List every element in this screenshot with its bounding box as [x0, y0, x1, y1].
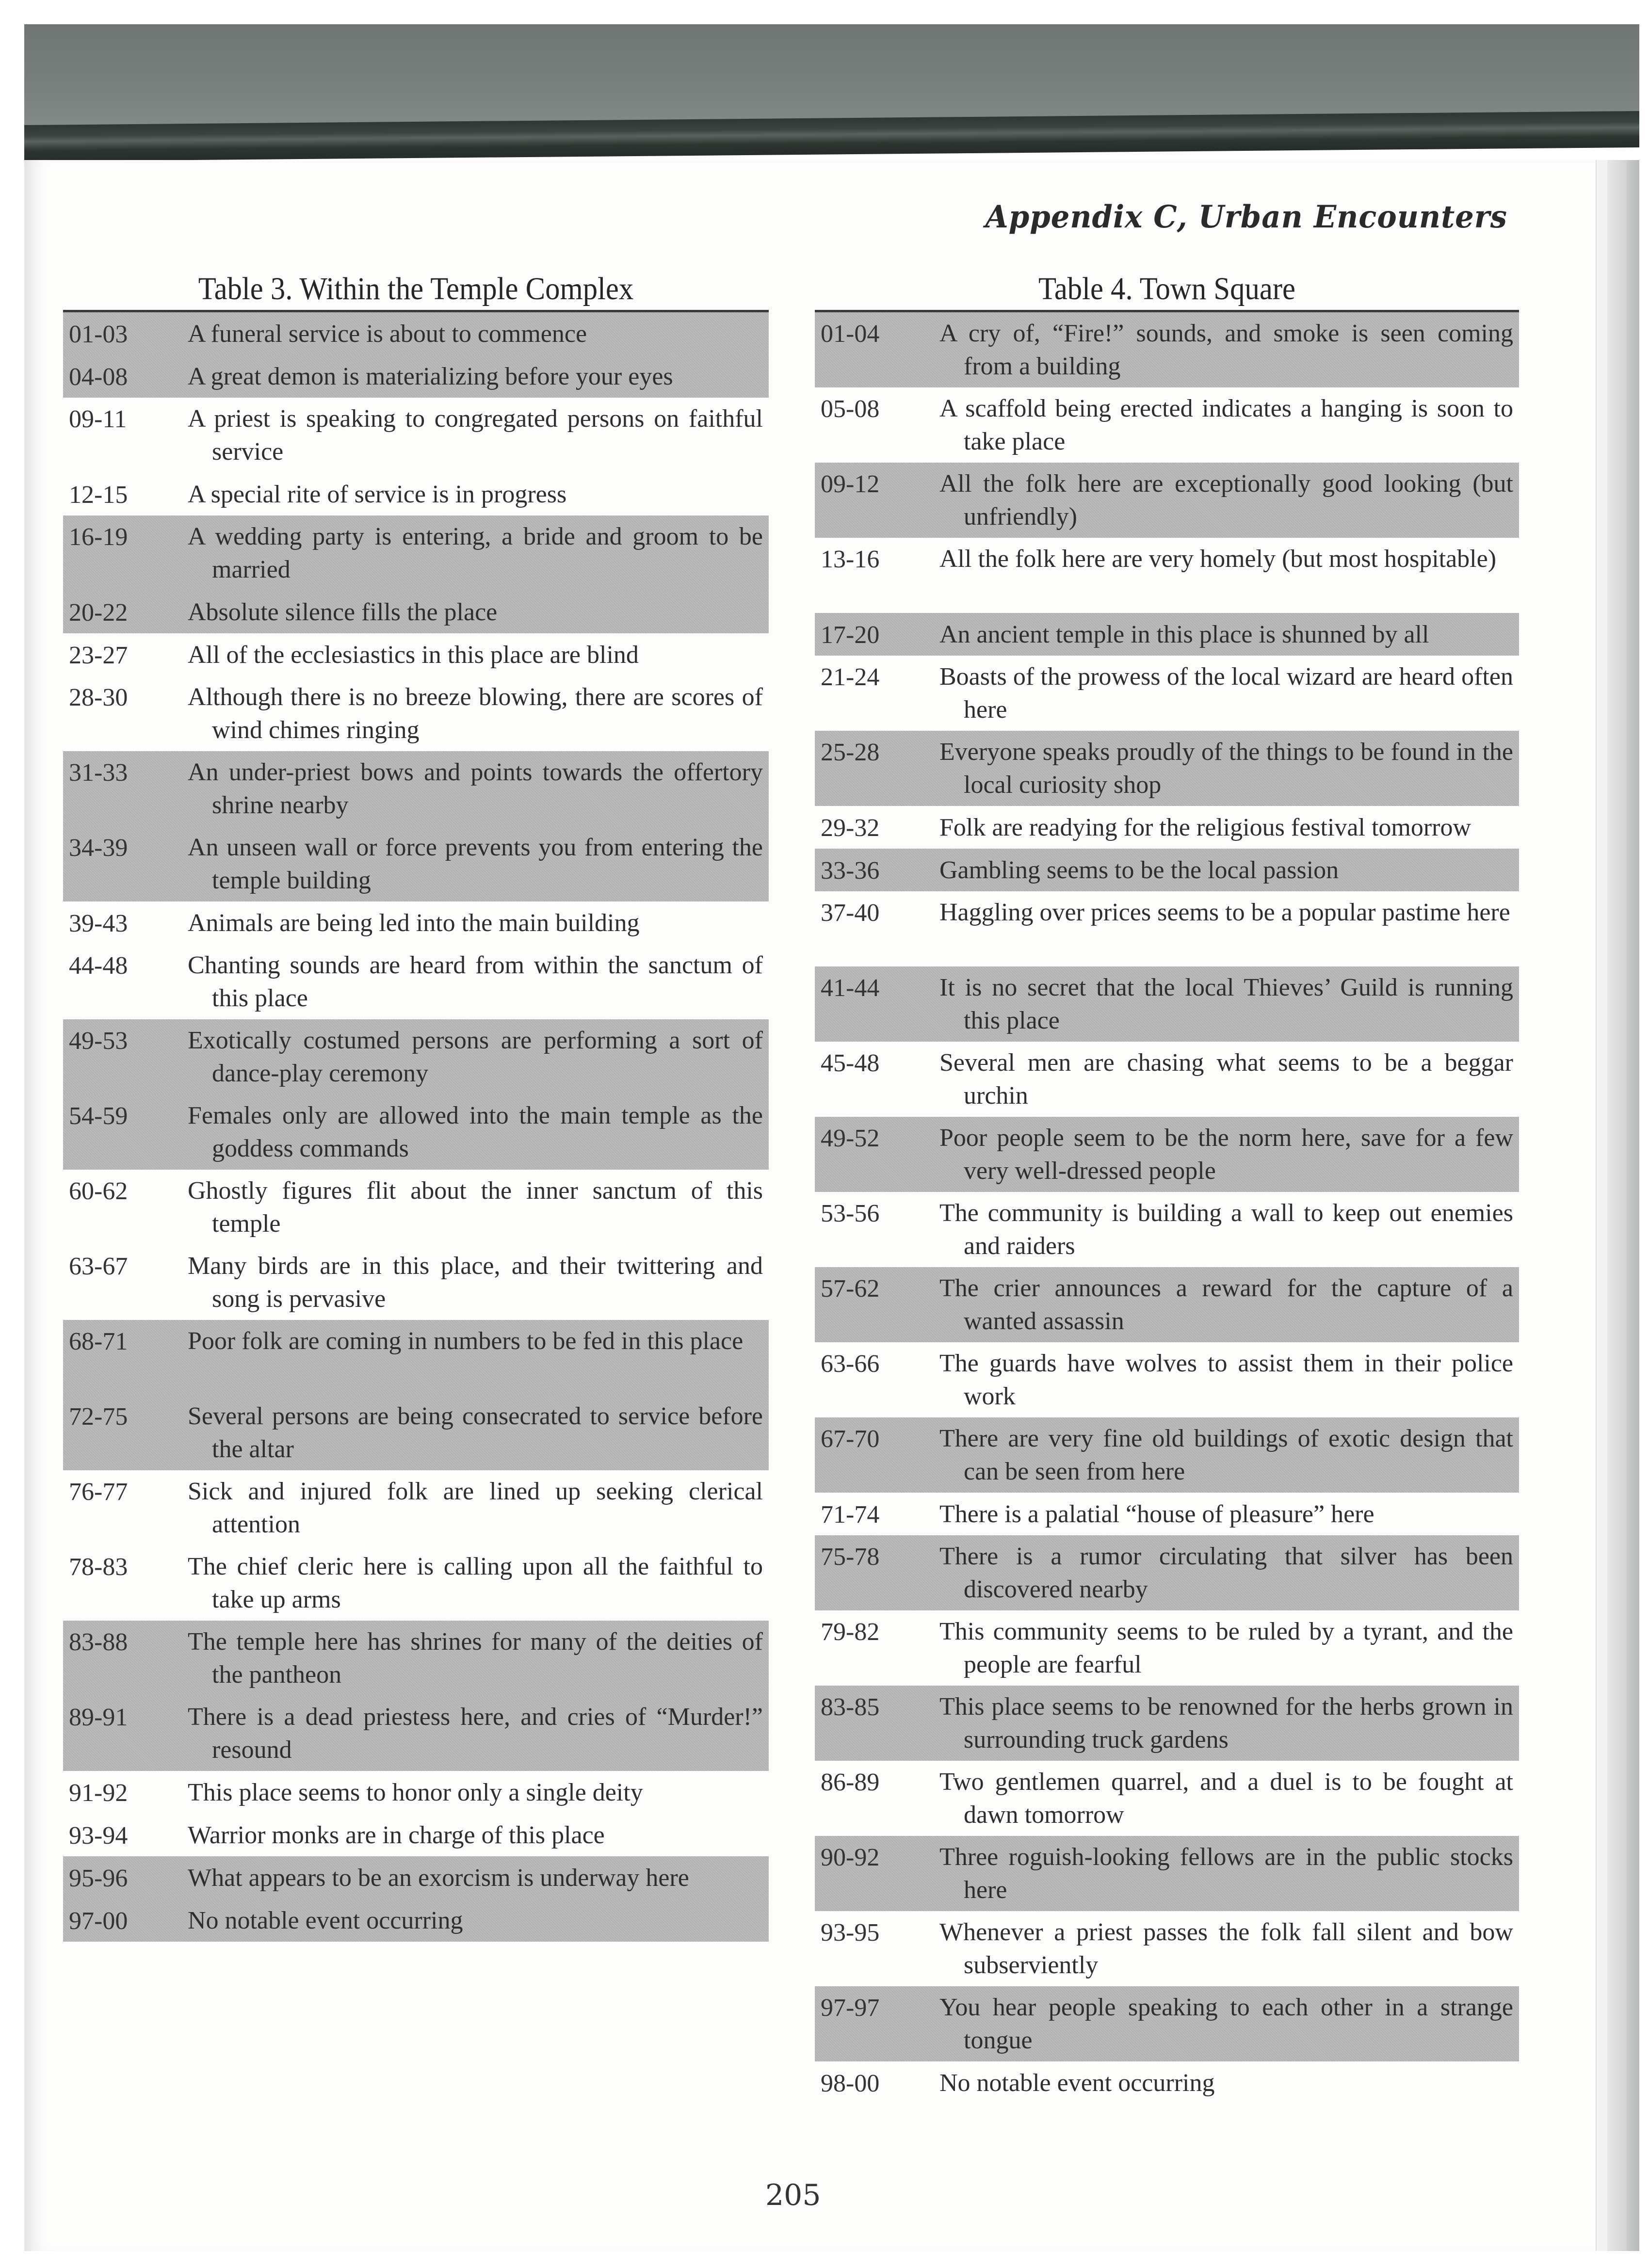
encounter-description: The community is building a wall to keep out enemies and raiders: [939, 1199, 1513, 1260]
encounter-description: Several men are chasing what seems to be a beggar urchin: [939, 1049, 1513, 1110]
page-edge: [1596, 160, 1608, 2251]
roll-range: 44-48: [69, 952, 128, 980]
table-row: [815, 2061, 1519, 2104]
roll-range: 41-44: [821, 974, 880, 1002]
table-row: [63, 1170, 769, 1245]
table-row: [815, 1535, 1519, 1610]
table-row: [815, 656, 1519, 731]
table-row: [63, 398, 769, 473]
roll-range: 83-88: [69, 1628, 128, 1656]
roll-range: 76-77: [69, 1478, 128, 1506]
roll-range: 95-96: [69, 1865, 128, 1892]
encounter-description: Whenever a priest passes the folk fall silent and bow subserviently: [939, 1918, 1513, 1979]
table-row: [815, 613, 1519, 656]
table-row: [815, 1836, 1519, 1911]
encounter-description: What appears to be an exorcism is underway here: [188, 1864, 689, 1892]
encounter-description: Folk are readying for the religious festival tomorrow: [939, 814, 1471, 841]
roll-range: 21-24: [821, 663, 880, 691]
encounter-description: All of the ecclesiastics in this place are blind: [188, 641, 639, 669]
encounter-description: Ghostly figures flit about the inner sanctum of this temple: [188, 1177, 763, 1238]
encounter-description: Absolute silence fills the place: [188, 598, 498, 626]
table-row: [815, 1342, 1519, 1417]
encounter-description: Poor folk are coming in numbers to be fed in this place: [188, 1327, 744, 1355]
table-row: [815, 463, 1519, 538]
table-row: [815, 1610, 1519, 1686]
table-temple-complex: [63, 269, 769, 1942]
roll-range: 72-75: [69, 1403, 128, 1431]
encounter-description: Two gentlemen quarrel, and a duel is to be fought at dawn tomorrow: [939, 1768, 1513, 1829]
table-rows: [815, 312, 1519, 2104]
roll-range: 71-74: [821, 1501, 880, 1528]
table-row: [815, 1417, 1519, 1493]
table-row: [815, 1493, 1519, 1535]
page-edge: [1627, 160, 1639, 2251]
table-row: [63, 1899, 769, 1942]
encounter-description: A special rite of service is in progress: [188, 481, 567, 508]
roll-range: 09-11: [69, 405, 127, 433]
roll-range: 57-62: [821, 1275, 880, 1303]
roll-range: 83-85: [821, 1693, 880, 1721]
table-title: Table 4. Town Square: [1038, 271, 1296, 306]
encounter-description: The temple here has shrines for many of the deities of the pantheon: [188, 1628, 763, 1689]
encounter-description: Chanting sounds are heard from within the sanctum of this place: [188, 951, 763, 1012]
roll-range: 79-82: [821, 1618, 880, 1646]
roll-range: 28-30: [69, 684, 128, 711]
encounter-description: The crier announces a reward for the capture of a wanted assassin: [939, 1274, 1513, 1335]
table-town-square: [815, 269, 1519, 2104]
roll-range: 34-39: [69, 834, 128, 862]
encounter-description: Females only are allowed into the main temple as the goddess commands: [188, 1102, 763, 1162]
encounter-description: No notable event occurring: [188, 1907, 463, 1934]
table-row: [815, 806, 1519, 849]
encounter-description: An under-priest bows and points towards the offertory shrine nearby: [188, 758, 763, 819]
table-row: [63, 901, 769, 944]
table-row: [63, 1094, 769, 1170]
encounter-description: Gambling seems to be the local passion: [939, 856, 1339, 884]
roll-range: 67-70: [821, 1425, 880, 1453]
encounter-description: The guards have wolves to assist them in their police work: [939, 1350, 1513, 1410]
encounter-description: Although there is no breeze blowing, there are scores of wind chimes ringing: [188, 683, 763, 744]
encounter-description: This place seems to honor only a single deity: [188, 1779, 643, 1806]
roll-range: 63-66: [821, 1350, 880, 1378]
table-row: [815, 891, 1519, 966]
table-row: [63, 1545, 769, 1621]
encounter-description: All the folk here are very homely (but most hospitable): [939, 545, 1497, 573]
running-header: Appendix C, Urban Encounters: [985, 199, 1507, 235]
table-row: [63, 1470, 769, 1545]
roll-range: 90-92: [821, 1844, 880, 1871]
encounter-description: There is a palatial “house of pleasure” here: [939, 1500, 1374, 1528]
encounter-description: Warrior monks are in charge of this place: [188, 1821, 605, 1849]
roll-range: 93-94: [69, 1822, 128, 1850]
page-edge: [1607, 160, 1627, 2251]
roll-range: 12-15: [69, 481, 128, 509]
roll-range: 04-08: [69, 363, 128, 391]
table-row: [815, 1761, 1519, 1836]
roll-range: 63-67: [69, 1253, 128, 1280]
encounter-description: Haggling over prices seems to be a popular pastime here: [939, 899, 1510, 926]
roll-range: 37-40: [821, 899, 880, 927]
roll-range: 17-20: [821, 621, 880, 649]
roll-range: 05-08: [821, 395, 880, 423]
roll-range: 78-83: [69, 1553, 128, 1581]
roll-range: 93-95: [821, 1919, 880, 1946]
page-number: 205: [765, 2178, 821, 2212]
encounter-description: Boasts of the prowess of the local wizard are heard often here: [939, 663, 1513, 724]
table-row: [63, 473, 769, 515]
table-row: [63, 1320, 769, 1395]
table-row: [815, 1117, 1519, 1192]
roll-range: 89-91: [69, 1704, 128, 1731]
roll-range: 31-33: [69, 759, 128, 787]
roll-range: 97-00: [69, 1907, 128, 1935]
table-row: [63, 944, 769, 1019]
roll-range: 98-00: [821, 2070, 880, 2097]
table-row: [63, 826, 769, 901]
encounter-description: It is no secret that the local Thieves’ Guild is running this place: [939, 974, 1513, 1034]
table-row: [63, 633, 769, 676]
table-row: [63, 1814, 769, 1856]
roll-range: 16-19: [69, 523, 128, 551]
table-row: [815, 1986, 1519, 2061]
table-row: [63, 676, 769, 751]
roll-range: 33-36: [821, 857, 880, 885]
table-row: [815, 538, 1519, 613]
table-row: [63, 751, 769, 826]
encounter-description: There is a rumor circulating that silver has been discovered nearby: [939, 1543, 1513, 1603]
table-row: [63, 1771, 769, 1814]
table-row: [815, 1686, 1519, 1761]
encounter-description: An ancient temple in this place is shunned by all: [939, 621, 1429, 648]
table-row: [815, 1911, 1519, 1986]
encounter-description: A scaffold being erected indicates a hanging is soon to take place: [939, 395, 1513, 455]
roll-range: 53-56: [821, 1200, 880, 1227]
roll-range: 39-43: [69, 910, 128, 937]
encounter-description: Exotically costumed persons are performing a sort of dance-play ceremony: [188, 1027, 763, 1087]
table-row: [63, 591, 769, 633]
roll-range: 45-48: [821, 1049, 880, 1077]
roll-range: 75-78: [821, 1543, 880, 1571]
encounter-description: The chief cleric here is calling upon all the faithful to take up arms: [188, 1553, 763, 1613]
roll-range: 54-59: [69, 1102, 128, 1130]
encounter-description: This community seems to be ruled by a tyrant, and the people are fearful: [939, 1618, 1513, 1678]
encounter-description: Many birds are in this place, and their twittering and song is pervasive: [188, 1252, 763, 1313]
roll-range: 91-92: [69, 1779, 128, 1807]
encounter-description: No notable event occurring: [939, 2069, 1215, 2097]
table-row: [63, 515, 769, 591]
table-row: [815, 1192, 1519, 1267]
roll-range: 49-52: [821, 1125, 880, 1152]
roll-range: 60-62: [69, 1177, 128, 1205]
encounter-description: A funeral service is about to commence: [188, 320, 587, 348]
table-row: [815, 849, 1519, 891]
roll-range: 09-12: [821, 470, 880, 498]
roll-range: 68-71: [69, 1328, 128, 1355]
table-row: [63, 312, 769, 355]
table-row: [815, 731, 1519, 806]
encounter-description: Animals are being led into the main building: [188, 909, 640, 937]
encounter-description: There are very fine old buildings of exotic design that can be seen from here: [939, 1425, 1513, 1485]
encounter-description: This place seems to be renowned for the herbs grown in surrounding truck gardens: [939, 1693, 1513, 1753]
table-row: [63, 1395, 769, 1470]
roll-range: 01-04: [821, 320, 880, 348]
table-row: [815, 387, 1519, 463]
encounter-description: Several persons are being consecrated to service before the altar: [188, 1402, 763, 1463]
table-row: [815, 966, 1519, 1042]
roll-range: 13-16: [821, 546, 880, 573]
encounter-description: There is a dead priestess here, and cries of “Murder!” resound: [188, 1703, 763, 1764]
table-row: [815, 1267, 1519, 1342]
encounter-description: An unseen wall or force prevents you from entering the temple building: [188, 834, 763, 894]
encounter-description: All the folk here are exceptionally good looking (but unfriendly): [939, 470, 1513, 531]
encounter-description: Sick and injured folk are lined up seeking clerical attention: [188, 1478, 763, 1538]
roll-range: 86-89: [821, 1769, 880, 1796]
table-row: [63, 355, 769, 398]
table-row: [815, 312, 1519, 387]
encounter-description: Poor people seem to be the norm here, save for a few very well-dressed people: [939, 1124, 1513, 1185]
roll-range: 97-97: [821, 1994, 880, 2022]
table-row: [63, 1696, 769, 1771]
table-rows: [63, 312, 769, 1942]
roll-range: 25-28: [821, 739, 880, 766]
encounter-description: A great demon is materializing before your eyes: [188, 363, 673, 390]
roll-range: 20-22: [69, 599, 128, 627]
encounter-description: Everyone speaks proudly of the things to be found in the local curiosity shop: [939, 738, 1513, 799]
roll-range: 23-27: [69, 642, 128, 669]
encounter-description: A priest is speaking to congregated persons on faithful service: [188, 405, 763, 466]
roll-range: 49-53: [69, 1027, 128, 1055]
encounter-description: A cry of, “Fire!” sounds, and smoke is seen coming from a building: [939, 320, 1513, 380]
table-row: [63, 1856, 769, 1899]
table-row: [63, 1019, 769, 1094]
table-row: [815, 1042, 1519, 1117]
table-row: [63, 1245, 769, 1320]
roll-range: 29-32: [821, 814, 880, 842]
roll-range: 01-03: [69, 321, 128, 348]
table-title: Table 3. Within the Temple Complex: [198, 271, 634, 306]
encounter-description: Three roguish-looking fellows are in the public stocks here: [939, 1843, 1513, 1904]
table-row: [63, 1621, 769, 1696]
encounter-description: A wedding party is entering, a bride and groom to be married: [188, 523, 763, 583]
encounter-description: You hear people speaking to each other in a strange tongue: [939, 1994, 1513, 2054]
